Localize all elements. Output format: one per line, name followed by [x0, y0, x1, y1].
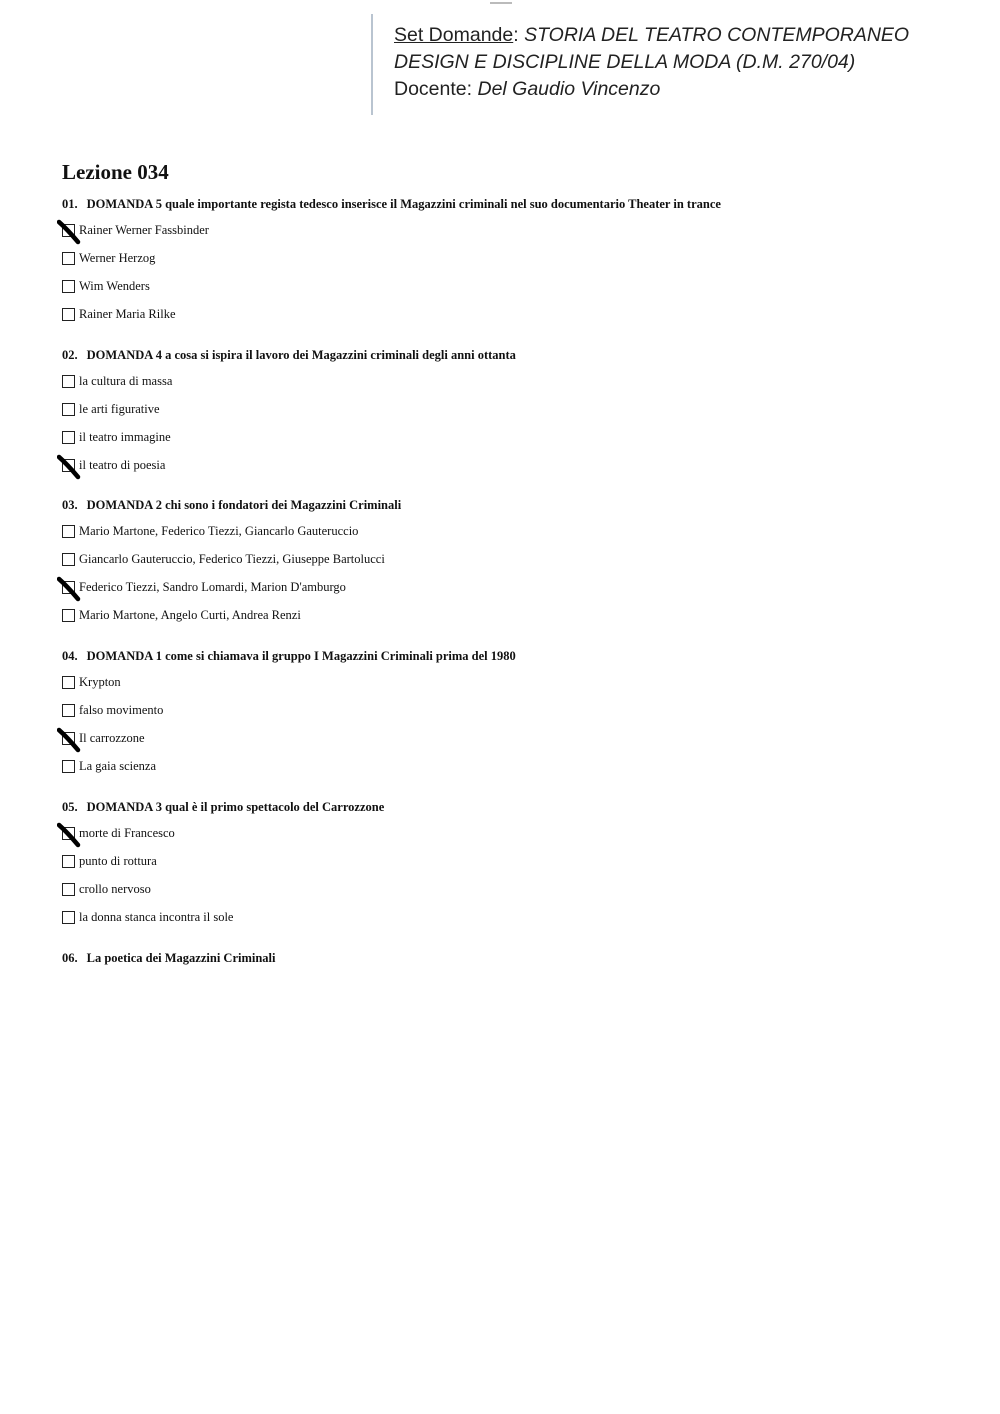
option-label: Krypton — [79, 674, 121, 689]
docente-name: Del Gaudio Vincenzo — [477, 78, 661, 100]
checkbox[interactable] — [62, 525, 75, 538]
question-number: 01. — [62, 197, 78, 211]
question-label: DOMANDA 3 qual è il primo spettacolo del Carrozzone — [86, 800, 385, 814]
option-label: falso movimento — [79, 702, 164, 717]
set-separator: : — [513, 24, 519, 46]
option-label: Giancarlo Gauteruccio, Federico Tiezzi, Giuseppe Bartolucci — [79, 551, 385, 566]
course-line-1: STORIA DEL TEATRO CONTEMPORANEO — [524, 24, 910, 46]
question-label: DOMANDA 5 quale importante regista tedesco inserisce il Magazzini criminali nel suo documentario Theater in trance — [86, 197, 721, 211]
option-label: il teatro immagine — [79, 429, 171, 444]
checkbox[interactable] — [62, 883, 75, 896]
checkbox[interactable] — [62, 911, 75, 924]
question-label: DOMANDA 4 a cosa si ispira il lavoro dei Magazzini criminali degli anni ottanta — [86, 348, 516, 362]
question-text — [62, 951, 962, 967]
option-label: Mario Martone, Federico Tiezzi, Giancarlo Gauteruccio — [79, 523, 359, 538]
question-text — [62, 498, 962, 514]
header-line-1 — [394, 22, 971, 49]
option-label: Werner Herzog — [79, 250, 156, 265]
answer-option[interactable] — [62, 606, 301, 624]
set-label: Set Domande — [394, 24, 514, 46]
question-text — [62, 800, 962, 816]
answer-option[interactable] — [62, 824, 175, 842]
option-label: Wim Wenders — [79, 278, 150, 293]
checkbox-checked[interactable] — [62, 459, 75, 472]
option-label: Federico Tiezzi, Sandro Lomardi, Marion D'amburgo — [79, 579, 346, 594]
question-text — [62, 348, 962, 364]
question-3 — [62, 498, 962, 622]
answer-option[interactable] — [62, 757, 156, 775]
option-label: Rainer Werner Fassbinder — [79, 222, 209, 237]
question-label: DOMANDA 1 come si chiamava il gruppo I Magazzini Criminali prima del 1980 — [86, 649, 516, 663]
answer-option[interactable] — [62, 372, 172, 390]
checkbox[interactable] — [62, 676, 75, 689]
checkbox[interactable] — [62, 403, 75, 416]
question-1 — [62, 197, 962, 321]
question-number: 02. — [62, 348, 78, 362]
header-line-3 — [394, 76, 971, 103]
option-label: Rainer Maria Rilke — [79, 306, 176, 321]
answer-option[interactable] — [62, 673, 121, 691]
lesson-title: Lezione 034 — [62, 160, 169, 184]
answer-option[interactable] — [62, 305, 176, 323]
checkbox[interactable] — [62, 280, 75, 293]
answer-option[interactable] — [62, 578, 346, 596]
option-label: il teatro di poesia — [79, 457, 166, 472]
question-6 — [62, 951, 962, 967]
question-4 — [62, 649, 962, 773]
question-number: 04. — [62, 649, 78, 663]
checkbox[interactable] — [62, 375, 75, 388]
option-label: La gaia scienza — [79, 758, 157, 773]
answer-option[interactable] — [62, 249, 155, 267]
checkbox[interactable] — [62, 609, 75, 622]
checkbox[interactable] — [62, 760, 75, 773]
answer-option[interactable] — [62, 701, 163, 719]
answer-option[interactable] — [62, 908, 233, 926]
question-number: 03. — [62, 498, 78, 512]
option-label: la donna stanca incontra il sole — [79, 909, 234, 924]
checkbox-checked[interactable] — [62, 581, 75, 594]
question-number: 05. — [62, 800, 78, 814]
checkbox[interactable] — [62, 431, 75, 444]
checkbox[interactable] — [62, 308, 75, 321]
answer-option[interactable] — [62, 400, 160, 418]
question-2 — [62, 348, 962, 472]
checkbox[interactable] — [62, 855, 75, 868]
top-marker — [490, 2, 512, 4]
option-label: la cultura di massa — [79, 373, 173, 388]
answer-option[interactable] — [62, 550, 385, 568]
answer-option[interactable] — [62, 456, 165, 474]
answer-option[interactable] — [62, 428, 171, 446]
answer-option[interactable] — [62, 221, 209, 239]
answer-option[interactable] — [62, 522, 358, 540]
answer-option[interactable] — [62, 880, 151, 898]
option-label: le arti figurative — [79, 401, 160, 416]
checkbox[interactable] — [62, 252, 75, 265]
option-label: morte di Francesco — [79, 825, 175, 840]
question-label: DOMANDA 2 chi sono i fondatori dei Magazzini Criminali — [86, 498, 402, 512]
course-line-2: DESIGN E DISCIPLINE DELLA MODA (D.M. 270/04) — [394, 51, 856, 73]
option-label: Il carrozzone — [79, 730, 145, 745]
option-label: Mario Martone, Angelo Curti, Andrea Renzi — [79, 607, 301, 622]
question-text — [62, 197, 962, 213]
question-text — [62, 649, 962, 665]
checkbox-checked[interactable] — [62, 224, 75, 237]
checkbox[interactable] — [62, 704, 75, 717]
checkbox[interactable] — [62, 553, 75, 566]
answer-option[interactable] — [62, 277, 150, 295]
answer-option[interactable] — [62, 729, 145, 747]
answer-option[interactable] — [62, 852, 157, 870]
question-number: 06. — [62, 951, 78, 965]
checkbox-checked[interactable] — [62, 827, 75, 840]
question-label: La poetica dei Magazzini Criminali — [86, 951, 276, 965]
docente-label: Docente: — [394, 78, 473, 100]
document-header — [371, 14, 971, 115]
question-5 — [62, 800, 962, 924]
option-label: punto di rottura — [79, 853, 157, 868]
option-label: crollo nervoso — [79, 881, 151, 896]
checkbox-checked[interactable] — [62, 732, 75, 745]
